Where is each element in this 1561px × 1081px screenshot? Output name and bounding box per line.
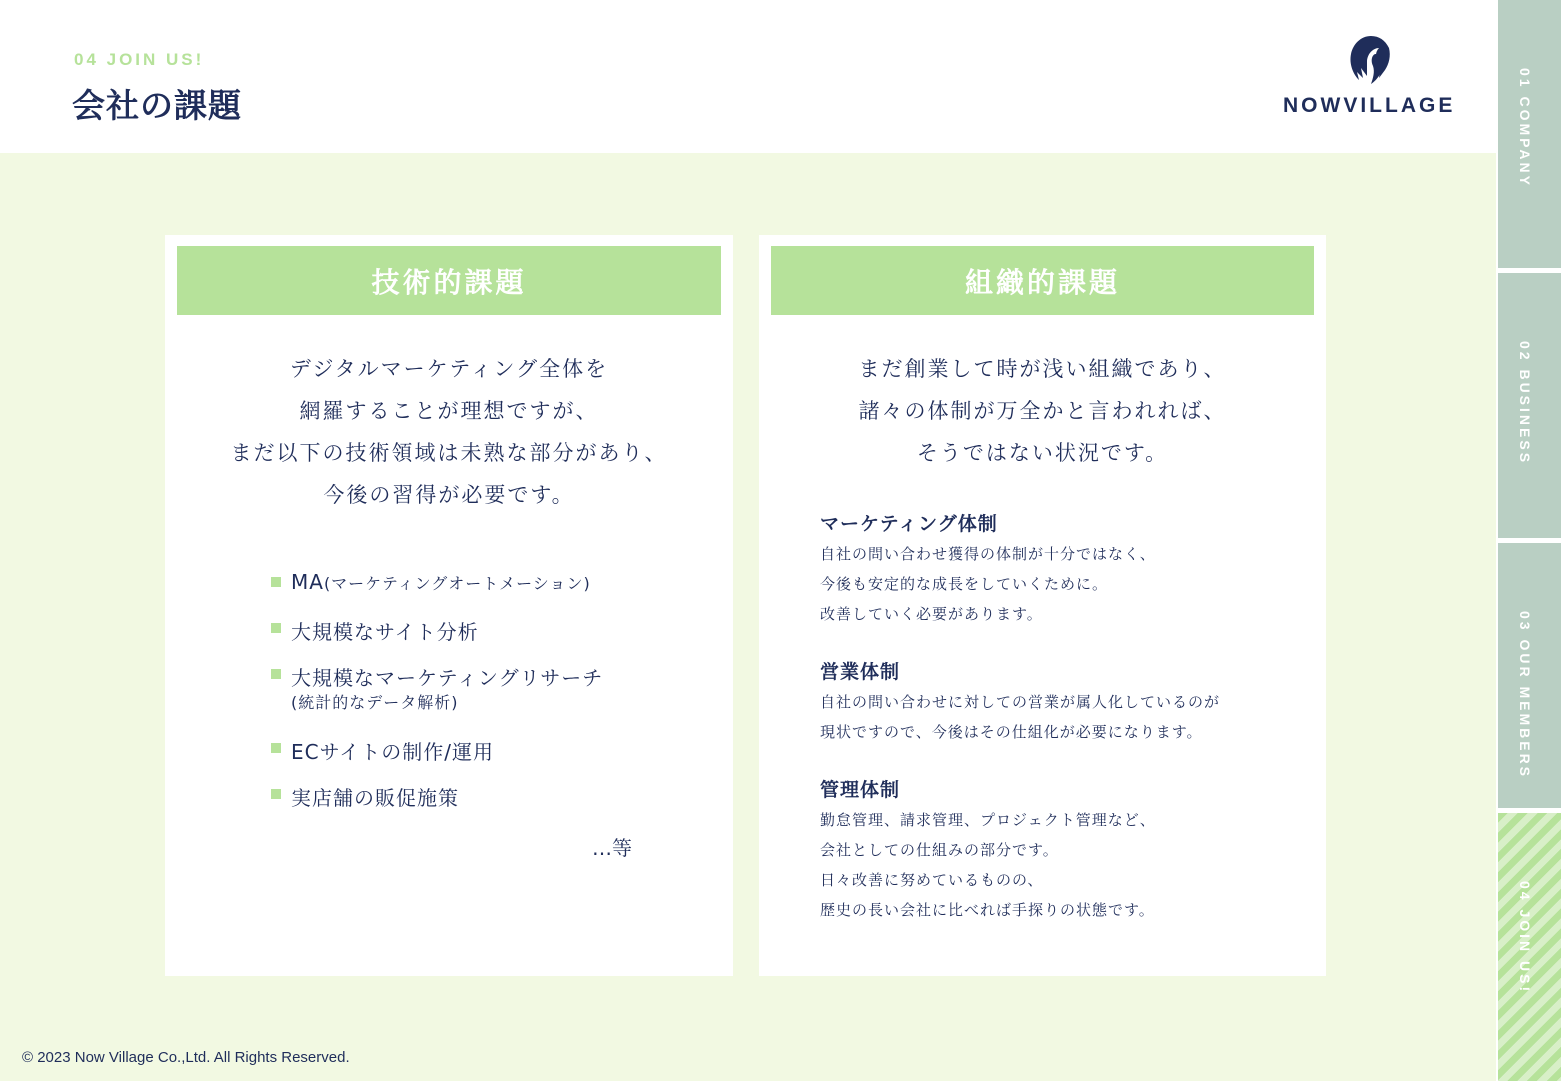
body-line: 歴史の長い会社に比べれば手探りの状態です。 xyxy=(820,901,1155,919)
side-navigation xyxy=(1496,0,1561,1081)
nav-tab-label: 04 JOIN US! xyxy=(1517,881,1533,995)
nav-tab-label: 01 COMPANY xyxy=(1517,68,1533,188)
body-line: 勤怠管理、請求管理、プロジェクト管理など、 xyxy=(820,811,1156,829)
org-section-heading: マーケティング体制 xyxy=(820,513,998,535)
org-section-management xyxy=(820,777,1300,925)
intro-line: デジタルマーケティング全体を xyxy=(289,357,609,381)
card-intro xyxy=(759,348,1326,474)
logo-wordmark: NOWVILLAGE xyxy=(1283,94,1456,117)
nav-tab-our-members[interactable] xyxy=(1498,543,1561,808)
section-label: 04 JOIN US! xyxy=(74,50,205,69)
body-line: 現状ですので、今後はその仕組化が必要になります。 xyxy=(820,723,1203,741)
intro-line: 網羅することが理想ですが、 xyxy=(299,399,599,423)
list-item-label: ECサイトの制作/運用 xyxy=(291,740,494,764)
nav-tab-company[interactable] xyxy=(1498,0,1561,268)
company-logo[interactable] xyxy=(1283,30,1463,120)
intro-line: まだ以下の技術領域は未熟な部分があり、 xyxy=(230,441,668,465)
intro-line: 諸々の体制が万全かと言われれば、 xyxy=(858,399,1227,423)
nav-tab-label: 02 BUSINESS xyxy=(1517,341,1533,466)
nav-tab-join-us[interactable] xyxy=(1498,813,1561,1081)
lion-logo-icon xyxy=(1345,32,1397,92)
square-bullet-icon xyxy=(271,743,281,753)
square-bullet-icon xyxy=(271,669,281,679)
org-section-marketing xyxy=(820,511,1300,629)
list-item-label: 実店舗の販促施策 xyxy=(291,786,459,810)
intro-line: まだ創業して時が浅い組織であり、 xyxy=(858,357,1227,381)
square-bullet-icon xyxy=(271,577,281,587)
org-section-sales xyxy=(820,659,1300,747)
organizational-issues-card xyxy=(759,235,1326,976)
list-item-label: 大規模なマーケティングリサーチ xyxy=(291,666,604,690)
org-section-heading: 営業体制 xyxy=(820,661,901,683)
copyright-notice: © 2023 Now Village Co.,Ltd. All Rights Reserved. xyxy=(22,1049,350,1066)
org-section-heading: 管理体制 xyxy=(820,779,901,801)
body-line: 今後も安定的な成長をしていくために。 xyxy=(820,575,1109,593)
etc-note: …等 xyxy=(592,836,632,860)
body-line: 自社の問い合わせ獲得の体制が十分ではなく、 xyxy=(820,545,1156,563)
card-title: 技術的課題 xyxy=(177,246,721,315)
org-section-body xyxy=(820,539,1300,629)
body-line: 自社の問い合わせに対しての営業が属人化しているのが xyxy=(820,693,1221,711)
square-bullet-icon xyxy=(271,623,281,633)
intro-line: 今後の習得が必要です。 xyxy=(323,483,575,507)
square-bullet-icon xyxy=(271,789,281,799)
body-line: 会社としての仕組みの部分です。 xyxy=(820,841,1059,859)
list-item-note: (統計的なデータ解析) xyxy=(291,693,459,712)
page-header xyxy=(0,0,1496,153)
org-section-body xyxy=(820,805,1300,925)
org-section-body xyxy=(820,687,1300,747)
body-line: 改善していく必要があります。 xyxy=(820,605,1043,623)
technical-issues-card xyxy=(165,235,733,976)
page-title: 会社の課題 xyxy=(72,86,242,125)
nav-tab-label: 03 OUR MEMBERS xyxy=(1517,611,1533,780)
nav-tab-business[interactable] xyxy=(1498,273,1561,538)
intro-line: そうではない状況です。 xyxy=(916,441,1169,465)
card-intro xyxy=(165,348,733,516)
body-line: 日々改善に努めているものの、 xyxy=(820,871,1044,889)
list-item-label: MA(マーケティングオートメーション) xyxy=(291,570,591,594)
card-title: 組織的課題 xyxy=(771,246,1314,315)
list-item-label: 大規模なサイト分析 xyxy=(291,620,479,644)
